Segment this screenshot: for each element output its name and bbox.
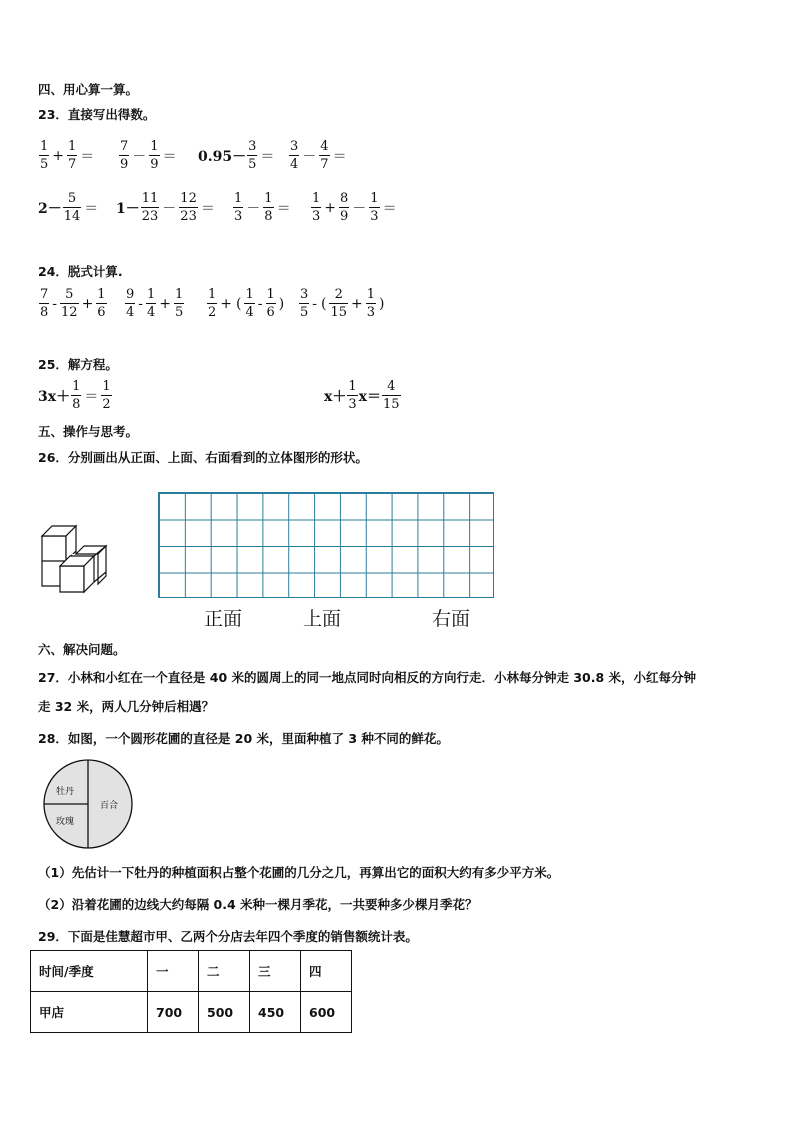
table-cell: 甲店	[31, 992, 148, 1033]
q25-equation-2	[324, 380, 402, 411]
q25-equation-1	[38, 380, 113, 411]
section-heading-4: 四、用心算一算。	[38, 82, 139, 97]
q25-title: 25．解方程。	[38, 357, 118, 372]
cube-figure	[40, 520, 112, 596]
table-row	[31, 992, 352, 1033]
q23-expr-6	[116, 192, 217, 223]
table-cell: 450	[250, 992, 301, 1033]
equals: ＝	[332, 148, 347, 165]
equals: ＝	[382, 200, 397, 217]
num: 1	[366, 287, 376, 302]
operator: +	[159, 295, 172, 312]
den: 6	[266, 305, 275, 320]
num: 12	[180, 191, 197, 206]
equals: ＝	[80, 148, 95, 165]
den: 3	[370, 209, 379, 224]
table-cell: 600	[301, 992, 352, 1033]
operator: -	[52, 295, 58, 312]
front-view-label: 正面	[204, 608, 243, 630]
q28-title: 28．如图，一个圆形花圃的直径是 20 米，里面种植了 3 种不同的鲜花。	[38, 731, 449, 746]
den: 14	[63, 209, 81, 224]
num: 3	[290, 139, 299, 154]
num: 1	[370, 191, 379, 206]
num: 1	[208, 287, 217, 302]
num: 7	[40, 287, 49, 302]
den: 3	[234, 209, 243, 224]
q24-title: 24．脱式计算.	[38, 264, 123, 279]
den: 4	[290, 157, 299, 172]
drawing-grid[interactable]	[158, 492, 494, 598]
num: 3	[248, 139, 257, 154]
q23-expr-3	[198, 140, 276, 171]
paren-close: )	[278, 295, 285, 312]
equals: ＝	[260, 148, 275, 165]
table-header-cell: 一	[148, 951, 199, 992]
operator: +	[324, 199, 337, 216]
num: 1	[245, 287, 254, 302]
num: 1	[264, 191, 273, 206]
q23-expr-2	[118, 140, 179, 171]
den: 3	[366, 305, 376, 320]
operator: +	[220, 295, 233, 312]
pie-label-rose: 玫瑰	[56, 817, 75, 827]
section-heading-6: 六、解决问题。	[38, 642, 126, 657]
num: 1	[312, 191, 321, 206]
section-heading-5: 五、操作与思考。	[38, 424, 139, 439]
middle-term: x＝	[358, 388, 381, 405]
num: 5	[65, 287, 74, 302]
equals: ＝	[200, 200, 215, 217]
num: 1	[266, 287, 275, 302]
num: 1	[102, 379, 111, 394]
q27-line-2: 走 32 米，两人几分钟后相遇？	[38, 699, 215, 714]
q24-expr-4	[298, 288, 387, 319]
den: 9	[120, 157, 129, 172]
q23-title: 23．直接写出得数。	[38, 107, 156, 122]
num: 1	[234, 191, 243, 206]
den: 23	[141, 209, 159, 224]
num: 1	[72, 379, 81, 394]
q23-expr-7	[232, 192, 293, 223]
num: 2	[334, 287, 343, 302]
den: 4	[126, 305, 135, 320]
operator: －	[132, 148, 147, 165]
num: 1	[97, 287, 106, 302]
table-header-cell: 三	[250, 951, 301, 992]
q28-sub-1: （1）先估计一下牡丹的种植面积占整个花圃的几分之几，再算出它的面积大约有多少平方米。	[38, 865, 560, 880]
q24-expr-1	[38, 288, 108, 319]
q23-expr-8	[310, 192, 399, 223]
lead-term: x＋	[324, 388, 347, 405]
pie-label-lily: 百合	[100, 801, 119, 811]
den: 5	[175, 305, 184, 320]
paren-open: (	[321, 295, 327, 312]
num: 1	[150, 139, 159, 154]
den: 2	[208, 305, 217, 320]
table-header-cell: 二	[199, 951, 250, 992]
operator: －	[352, 200, 367, 217]
num: 1	[147, 287, 156, 302]
equals: ＝	[84, 200, 99, 217]
q28-sub-2: （2）沿着花圃的边线大约每隔 0.4 米种一棵月季花，一共要种多少棵月季花？	[38, 897, 478, 912]
lead-term: 3x＋	[38, 388, 71, 405]
num: 11	[141, 191, 159, 206]
right-view-label: 右面	[432, 608, 471, 630]
num: 4	[387, 379, 396, 394]
equals: ＝	[276, 200, 291, 217]
den: 15	[383, 397, 400, 412]
den: 23	[180, 209, 197, 224]
q29-title: 29．下面是佳慧超市甲、乙两个分店去年四个季度的销售额统计表。	[38, 929, 418, 944]
den: 9	[150, 157, 159, 172]
paren-close: )	[379, 295, 385, 312]
num: 3	[300, 287, 309, 302]
operator: +	[81, 295, 94, 312]
table-header-row	[31, 951, 352, 992]
q23-expr-4	[288, 140, 349, 171]
num: 1	[40, 139, 49, 154]
operator: +	[351, 295, 363, 312]
operator: －	[302, 148, 317, 165]
den: 2	[102, 397, 111, 412]
lead-term: 2－	[38, 200, 62, 217]
operator: -	[138, 295, 144, 312]
num: 5	[67, 191, 77, 206]
num: 9	[126, 287, 135, 302]
q23-expr-1	[38, 140, 96, 171]
operator: －	[162, 200, 177, 217]
lead-term: 1－	[116, 200, 140, 217]
equals: ＝	[162, 148, 177, 165]
table-cell: 500	[199, 992, 250, 1033]
den: 9	[340, 209, 349, 224]
num: 1	[68, 139, 77, 154]
operator: -	[257, 295, 263, 312]
operator: +	[52, 147, 65, 164]
table-header-cell: 四	[301, 951, 352, 992]
num: 1	[175, 287, 184, 302]
num: 4	[320, 139, 329, 154]
den: 3	[312, 209, 321, 224]
equals: ＝	[84, 388, 99, 405]
den: 3	[348, 397, 357, 412]
table-cell: 700	[148, 992, 199, 1033]
den: 4	[147, 305, 156, 320]
flower-bed-figure	[40, 758, 136, 850]
pie-label-peony: 牡丹	[56, 787, 75, 797]
top-view-label: 上面	[303, 608, 342, 630]
num: 1	[348, 379, 357, 394]
den: 7	[68, 157, 77, 172]
den: 7	[320, 157, 329, 172]
den: 6	[97, 305, 106, 320]
paren-open: (	[236, 295, 242, 312]
sales-table	[30, 950, 352, 1033]
den: 4	[245, 305, 254, 320]
table-header-cell: 时间/季度	[31, 951, 148, 992]
num: 7	[120, 139, 129, 154]
q23-expr-5	[38, 192, 100, 223]
q24-expr-3	[206, 288, 286, 319]
den: 8	[72, 397, 81, 412]
den: 8	[264, 209, 273, 224]
q24-expr-2	[124, 288, 185, 319]
den: 5	[248, 157, 257, 172]
lead-term: 0.95－	[198, 148, 247, 165]
q27-line-1: 27．小林和小红在一个直径是 40 米的圆周上的同一地点同时向相反的方向行走．小林每分钟走 30.8 米，小红每分钟	[38, 670, 697, 685]
num: 8	[340, 191, 349, 206]
q26-title: 26．分别画出从正面、上面、右面看到的立体图形的形状。	[38, 450, 368, 465]
den: 5	[40, 157, 49, 172]
den: 5	[300, 305, 309, 320]
operator: -	[312, 295, 318, 312]
den: 12	[61, 305, 78, 320]
den: 8	[40, 305, 49, 320]
operator: －	[246, 200, 261, 217]
den: 15	[330, 305, 348, 320]
